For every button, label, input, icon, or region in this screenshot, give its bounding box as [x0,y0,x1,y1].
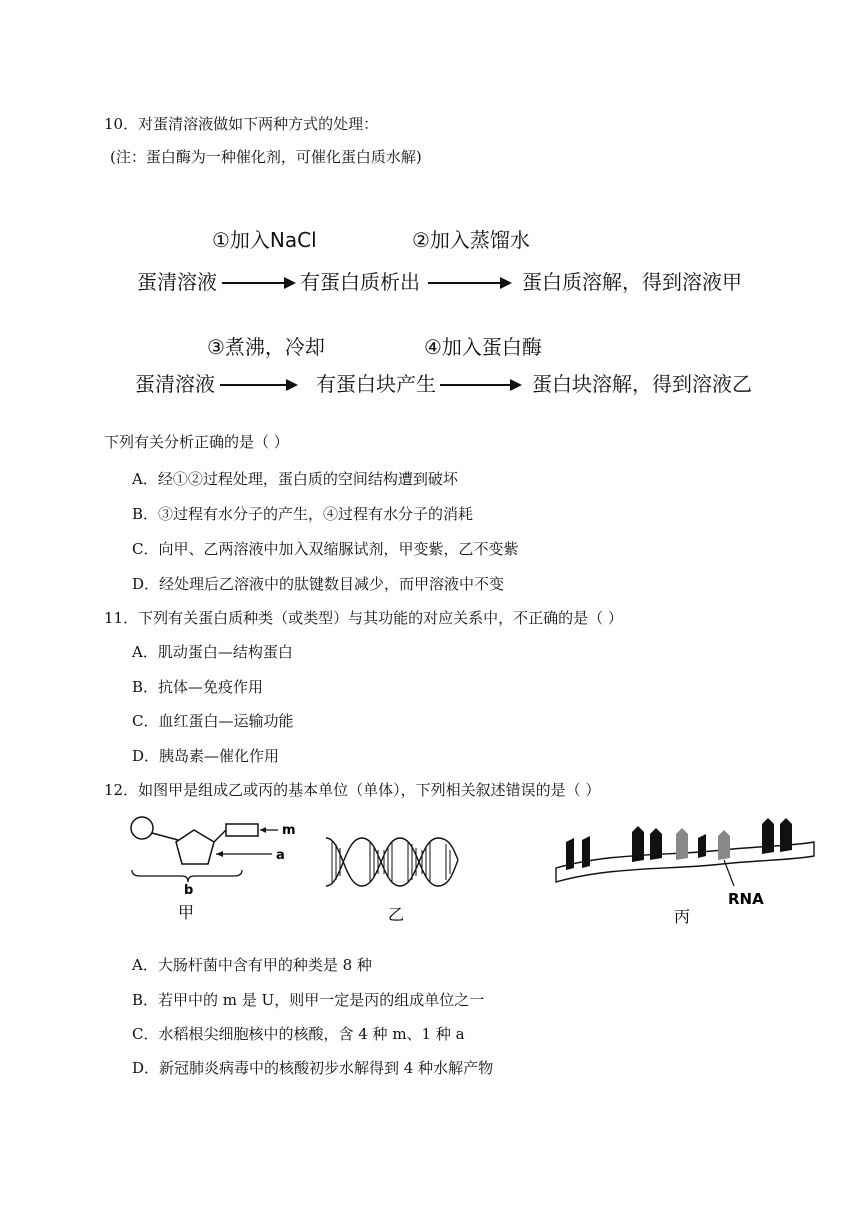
label-b: b [184,883,194,898]
q12-option-d: D．新冠肺炎病毒中的核酸初步水解得到 4 种水解产物 [132,1059,494,1077]
q12-option-b: B．若甲中的 m 是 U，则甲一定是丙的组成单位之一 [132,991,485,1009]
highlighted-base-2 [718,830,730,860]
q10-option-c: C．向甲、乙两溶液中加入双缩脲试剂，甲变紫，乙不变紫 [132,540,519,558]
flow2-arrow-2 [440,384,520,386]
rna-figure-bing [552,812,822,932]
flow1-step2-label: ②加入蒸馏水 [412,228,530,252]
flow2-end: 蛋白块溶解，得到溶液乙 [532,372,752,396]
flow1-arrow-2 [428,282,510,284]
caption-jia: 甲 [178,903,195,922]
q11-option-a: A．肌动蛋白—结构蛋白 [132,643,293,661]
nucleotide-figure-jia [126,812,306,922]
flow1-step1-label: ①加入NaCl [212,228,317,252]
flow1-mid: 有蛋白质析出 [300,270,420,294]
label-a: a [276,848,285,863]
dna-figure-yi [322,830,472,925]
flow2-arrow-1 [220,384,296,386]
label-m: m [282,823,296,838]
pentose-ring [176,830,214,864]
phosphate-bond [152,833,178,840]
brace-b [132,870,242,882]
caption-yi: 乙 [388,905,405,924]
caption-bing: 丙 [674,907,691,926]
q10-prompt: 下列有关分析正确的是（ ） [104,433,289,451]
q11-option-b: B．抗体—免疫作用 [132,678,264,696]
q11-option-c: C．血红蛋白—运输功能 [132,712,294,730]
flow2-start: 蛋清溶液 [135,372,215,396]
flow1-end: 蛋白质溶解，得到溶液甲 [522,270,742,294]
q10-option-a: A．经①②过程处理，蛋白质的空间结构遭到破坏 [132,470,458,488]
q10-stem: 10．对蛋清溶液做如下两种方式的处理： [104,115,379,133]
flow1-arrow-1 [222,282,294,284]
q12-stem: 12．如图甲是组成乙或丙的基本单位（单体），下列相关叙述错误的是（ ） [104,781,601,799]
q10-note: (注：蛋白酶为一种催化剂，可催化蛋白质水解) [110,148,422,166]
highlighted-base-1 [676,828,688,860]
base-rect [226,824,258,836]
q12-option-c: C．水稻根尖细胞核中的核酸，含 4 种 m、1 种 a [132,1025,465,1043]
q10-option-d: D．经处理后乙溶液中的肽键数目减少，而甲溶液中不变 [132,575,505,593]
q10-option-b: B．③过程有水分子的产生，④过程有水分子的消耗 [132,505,474,523]
flow2-step2-label: ④加入蛋白酶 [424,335,542,359]
base-bond [214,830,226,842]
flow2-mid: 有蛋白块产生 [316,372,436,396]
q11-stem: 11．下列有关蛋白质种类（或类型）与其功能的对应关系中，不正确的是（ ） [104,609,623,627]
q12-option-a: A．大肠杆菌中含有甲的种类是 8 种 [132,956,372,974]
phosphate-circle [131,817,153,839]
flow1-start: 蛋清溶液 [137,270,217,294]
q11-option-d: D．胰岛素—催化作用 [132,747,280,765]
flow2-step1-label: ③煮沸，冷却 [207,335,325,359]
label-rna: RNA [728,890,764,908]
